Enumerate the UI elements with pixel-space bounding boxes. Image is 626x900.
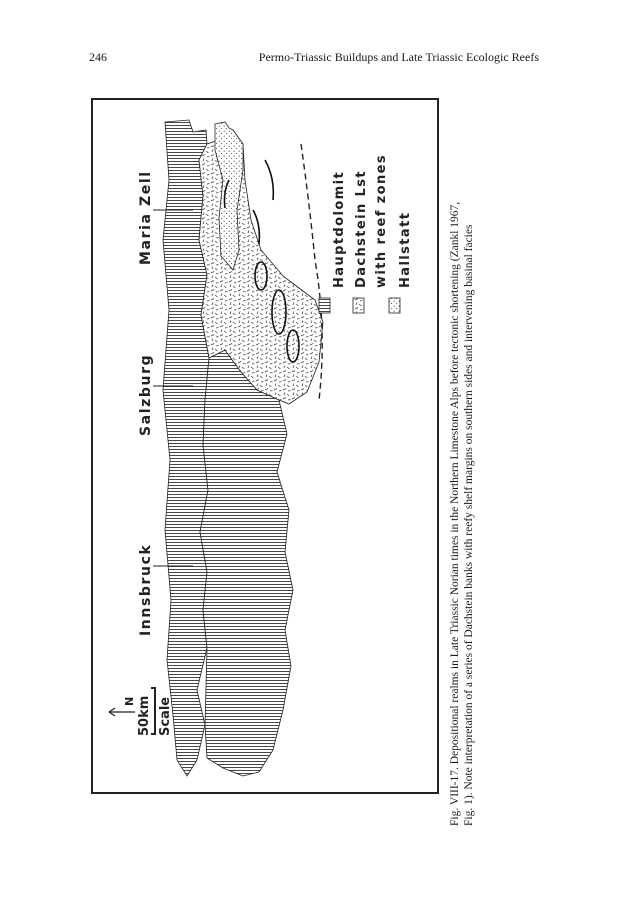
legend-label-hallstatt: Hallstatt (398, 211, 413, 288)
north-arrow-icon (109, 697, 136, 716)
hauptdolomit-south-strip (200, 350, 293, 776)
city-label-innsbruck: Innsbruck (138, 543, 154, 636)
city-label-maria-zell: Maria Zell (138, 170, 154, 265)
figure-caption (448, 132, 490, 826)
north-label: N (123, 696, 136, 706)
map-figure (93, 100, 437, 792)
legend-label-hauptdolomit: Hauptdolomit (332, 170, 347, 288)
caption-line-2: Fig. 1). Note interpretation of a series of Dachstein banks with reefy shelf margins on southern sides and intervening basinal facies (463, 224, 475, 826)
legend-swatch-hauptdolomit (319, 298, 330, 313)
running-head: Permo-Triassic Buildups and Late Triassic Ecologic Reefs (258, 50, 539, 64)
page-number: 246 (89, 50, 107, 64)
scale-bar (137, 688, 173, 736)
legend (319, 154, 413, 313)
legend-swatch-hallstatt (389, 298, 400, 313)
city-label-salzburg: Salzburg (138, 353, 154, 436)
legend-swatch-dachstein (353, 298, 364, 313)
figure-frame (91, 98, 439, 794)
legend-label-dachstein: Dachstein Lst (354, 170, 369, 288)
legend-label-reef-zones: with reef zones (374, 154, 389, 288)
caption-line-1: Fig. VIII-17. Depositional realms in Late Triassic Norian times in the Northern Limestone Alps before tectonic shortening (Zankl 1967, (449, 201, 461, 826)
scale-word: Scale (158, 696, 173, 736)
scale-value: 50km (137, 695, 152, 736)
